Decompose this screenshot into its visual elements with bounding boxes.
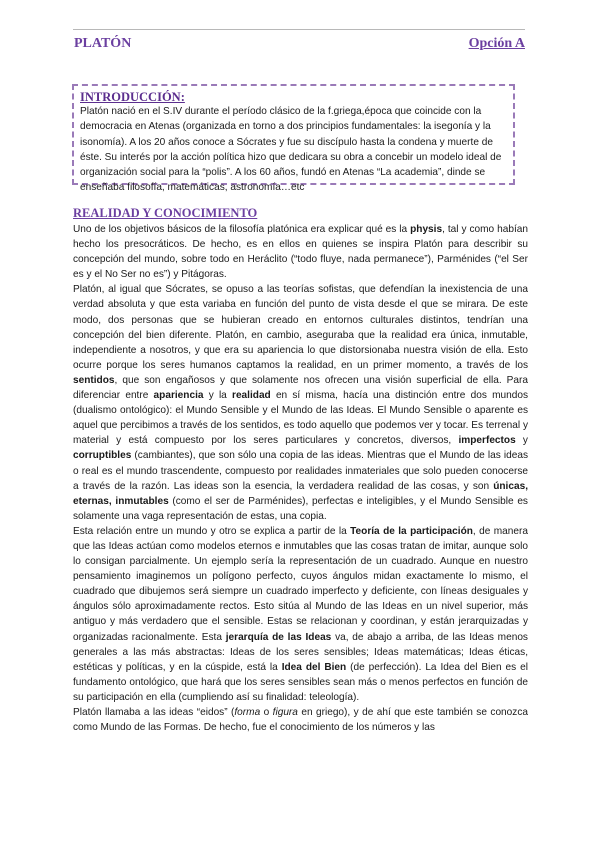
text-run: en griego), y de ahí que este también se conozca como Mundo de las Formas. De hecho, fue el conocimiento de los números y las — [73, 707, 528, 734]
bold-term: realidad — [232, 390, 271, 402]
bold-term: Idea del Bien — [281, 661, 347, 673]
bold-term: physis — [410, 224, 443, 235]
header-title: PLATÓN — [74, 36, 132, 51]
section-title: REALIDAD Y CONOCIMIENTO — [73, 206, 258, 220]
italic-term: figura — [272, 707, 298, 718]
paragraph-3 — [73, 524, 528, 705]
bold-term: Teoría de la participación — [350, 525, 473, 537]
header-option: Opción A — [468, 36, 525, 51]
text-run: va, de abajo a arriba, de las Ideas menos generales a las más abstractas: Ideas de los seres sensibles; Ideas matemáticas; Ideas éticas, estéticas y políticas, y en la cúspide, está la — [73, 631, 528, 673]
body-text — [73, 222, 528, 735]
introduction-box — [72, 84, 515, 194]
bold-term: únicas, eternas, inmutables — [73, 480, 528, 507]
text-run: (cambiantes), que son sólo una copia de las ideas. Mientras que el Mundo de las ideas o real es el mundo trascendente, compuesto por realidades inmateriales que solo pueden conocerse a través de la razón. Las ideas son la esencia, la verdadera realidad de las cosas, y son — [73, 450, 528, 492]
paragraph-2 — [73, 282, 528, 524]
text-run: Uno de los objetivos básicos de la filosofía platónica era explicar qué es la — [73, 224, 411, 235]
introduction-text: Platón nació en el S.IV durante el período clásico de la f.griega,época que coincide con la democracia en Atenas (organizada en torno a dos principios fundamentales: la isegonía y la isonomía). A los 20 años conoce a Sócrates y fue su discípulo hasta la condena y muerte de éste. Su interés por la acción política hizo que dedicara su obra a concebir un modelo ideal de organización social para la “polis”. A los 60 años, fundó en Atenas “La academia”, dinde se enseñaba filosofía, matemáticas, astronomía…etc — [80, 106, 502, 194]
paragraph-4 — [73, 705, 528, 735]
bold-term: corruptibles — [73, 450, 132, 462]
bold-term: jerarquía de las Ideas — [225, 631, 332, 643]
introduction-title: INTRODUCCIÓN: — [80, 90, 185, 104]
text-run: Platón llamaba a las ideas “eidos” ( — [73, 707, 235, 718]
bold-term: sentidos — [73, 374, 115, 386]
bold-term: imperfectos — [458, 435, 516, 447]
text-run: y la — [203, 390, 233, 402]
text-run: (de perfección). La Idea del Bien es el fundamento ontológico, que hará que los seres sensibles sean más o menos perfectos en función de su participación en ella (cumpliendo así su finalidad: teleología). — [73, 661, 529, 703]
text-run: y — [515, 435, 528, 447]
text-run: en sí misma, hacía una distinción entre dos mundos (dualismo ontológico): el Mundo Sensible y el Mundo de las Ideas. El Mundo Sensible o aparente es aquel que percibimos a través de los sentidos, es todo aquello que podemos ver y tocar. Es terrenal y material y está compuesto por los seres particulares y concretos, diversos, — [73, 390, 528, 447]
text-run: o — [260, 707, 273, 718]
text-run: , de manera que las Ideas actúan como modelos eternos e inmutables que las cosas tratan de imitar, aunque solo lo consigan parcialmente. Un ejemplo sería la representación de un cuadrado. Aunque en nuestro pensamiento imaginemos un polígono perfecto, cuyos ángulos midan exactamente lo mismo, el cuadrado que dibujemos será siempre un cuadrado imperfecto y deficiente, con líneas desiguales y ángulos sólo aproximadamente rectos. Esto sitúa al Mundo de las Ideas en un nivel superior, más antiguo y más verdadero que el sensible. Estas se relacionan y coordinan, y están jerarquizadas y organizadas racionalmente. Esta — [73, 525, 528, 643]
text-run: , tal y como habían hecho los presocráticos. De hecho, es en ellos en quienes se inspira Platón para describir su concepción del mundo, sobre todo en Heráclito (“todo fluye, nada permanece”), Parménides (“el Ser es y el No Ser no es”) y Pitágoras. — [73, 224, 528, 281]
bold-term: apariencia — [153, 390, 204, 402]
text-run: (como el ser de Parménides), perfectas e inteligibles, y el Mundo Sensible es solamente una vaga representación de estas, una copia. — [73, 495, 528, 522]
text-run: Platón, al igual que Sócrates, se opuso a las teorías sofistas, que defendían la inexistencia de una verdad absoluta y que esta variaba en función del punto de vista desde el que se mirara. De este modo, dos personas que se hubieran creado en entornos culturales distintos, tendrían una concepción del bien diferente. Platón, en cambio, aseguraba que la realidad era única, inmutable, independiente a nosotros, y que era su apariencia lo que distorsionaba nuestra visión de ella. Esto ocurre porque los seres humanos captamos la realidad, en un primer momento, a través de los — [73, 284, 528, 371]
italic-term: forma — [234, 707, 261, 718]
paragraph-1 — [73, 222, 528, 282]
text-run: Esta relación entre un mundo y otro se explica a partir de la — [73, 525, 351, 537]
text-run: , que son engañosos y que solamente nos ofrecen una visión superficial de ella. Para diferenciar entre — [73, 374, 528, 402]
header-rule — [73, 29, 525, 30]
